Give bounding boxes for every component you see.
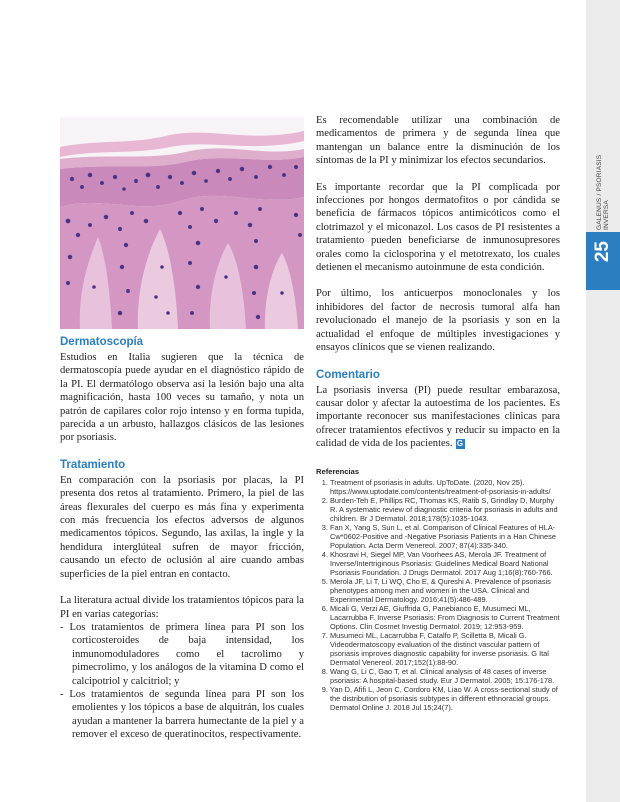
comentario-text bbox=[316, 384, 560, 451]
page-number: 25 bbox=[592, 241, 613, 263]
reference-item: 8. Wang G, Li C, Gao T, et al. Clinical analysis of 48 cases of inverse psoriasis: A hospital-based study. Eur J Dermatol. 2005; 15:176-178. bbox=[330, 667, 560, 685]
tratamiento-paragraph-1: En comparación con la psoriasis por placas, la PI presenta dos retos al tratamiento. Primero, la piel de las áreas flexurales del cuerpo es más fina y experimenta con más frecuencia los efectos adversos de algunos medicamentos tópicos. Segundo, las axilas, la ingle y la hendidura interglúteal sufren de mayor fricción, causando un efecto de oclusión al aire cuando ambas superficies de la piel entran en contacto. bbox=[60, 474, 304, 580]
histology-figure bbox=[60, 117, 304, 329]
end-mark-icon: G bbox=[456, 439, 464, 449]
reference-item: 5. Merola JF, Li T, Li WQ, Cho E, & Qureshi A. Prevalence of psoriasis phenotypes among men and women in the USA. Clinical and Experimental Dermatology. 2016;41(5):486-489. bbox=[330, 577, 560, 604]
right-column bbox=[316, 114, 560, 712]
tratamiento-paragraph-2: La literatura actual divide los tratamientos tópicos para la PI en varias categorías: bbox=[60, 595, 304, 620]
right-paragraph-3: Por último, los anticuerpos monoclonales y los inhibidores del factor de necrosis tumoral alfa han revolucionado el manejo de la psoriasis y son en la actualidad el enfoque de múltiples investigaciones y ensayos clínicos que se vienen realizando. bbox=[316, 288, 560, 354]
reference-item: 2. Burden-Teh E, Phillips RC, Thomas KS, Ratib S, Grindlay D, Murphy R. A systematic review of diagnostic criteria for psoriasis in adults and children. Br J Dermatol. 2018;178(5):1035-1043. bbox=[330, 496, 560, 523]
reference-item: 6. Micali G, Verzi AE, Giuffrida G, Panebianco E, Musumeci ML, Lacarrubba F. Inverse Psoriasis: From Diagnosis to Current Treatment Options. Clin Cosmet Investig Dermatol. 2019; 12:953-959. bbox=[330, 604, 560, 631]
comentario-heading: Comentario bbox=[316, 368, 380, 381]
reference-item: 1. Treatment of psoriasis in adults. UpToDate. (2020, Nov 25). https://www.uptodate.com/contents/treatment-of-psoriasis-in-adults/ bbox=[330, 478, 560, 496]
sidebar-strip bbox=[586, 0, 620, 802]
tratamiento-heading: Tratamiento bbox=[60, 458, 126, 471]
comentario-body: La psoriasis inversa (PI) puede resultar embarazosa, causar dolor y afectar la autoestima de los pacientes. Es importante reconocer sus manifestaciones clínicas para ofrecer tratamientos efectivos y reducir su impacto en la calidad de vida de los pacientes. bbox=[316, 384, 560, 450]
list-item: - Los tratamientos de segunda línea para PI son los emolientes y los tópicos a base de alquitrán, los cuales ayudan a mantener la barrera humectante de la piel y a remover el exceso de queratinocitos, respectivamente. bbox=[60, 688, 304, 741]
references-list bbox=[316, 478, 560, 712]
histology-image bbox=[60, 117, 304, 329]
reference-item: 7. Musumeci ML, Lacarrubba F, Catalfo P, Scilletta B, Micali G. Videodermatoscopy evaluation of the distinct vascular pattern of psoriasis improves diagnostic capability for inverse psoriasis. G Ital Dermatol Venereol. 2017;152(1):88-90. bbox=[330, 631, 560, 667]
dermatoscopia-text: Estudios en Italia sugieren que la técnica de dermatoscopía puede ayudar en el diagnóstico rápido de la PI. El dermatólogo observa así la lesión bajo una alta magnificación, hasta 100 veces su tamaño, y nota un patrón de capilares color rojo intenso y en forma tupida, parecida a un arbusto, hallazgos clásicos de las lesiones por psoriasis. bbox=[60, 352, 304, 444]
dermatoscopia-heading: Dermatoscopía bbox=[60, 336, 144, 348]
reference-item: 4. Khosravi H, Siegel MP, Van Voorhees AS, Merola JF. Treatment of Inverse/Intertriginous Psoriasis: Guidelines Medical Board National Psoriasis Foundation. J Drugs Dermatol. 2017 Aug 1;16(8):760-766. bbox=[330, 550, 560, 577]
right-paragraph-1: Es recomendable utilizar una combinación de medicamentos de primera y de segunda línea que mantengan un balance entre la disminución de los síntomas de la PI y minimizar los efectos secundarios. bbox=[316, 115, 560, 167]
right-paragraph-2: Es importante recordar que la PI complicada por infecciones por hongos dermatofitos o por cándida se beneficia de fármacos tópicos antimicóticos como el clotrimazol y el miconazol. Los casos de PI resistentes a tratamiento pueden beneficiarse de inmunosupresores orales como la ciclosporina y el metotrexato, los cuales detienen el mecanismo autoinmune de esta condición. bbox=[316, 181, 560, 274]
list-item: - Los tratamientos de primera línea para PI son los corticosteroides de baja intensidad, los inmunomoduladores como el tacrolimo y pimecrolimo, y los análogos de la vitamina D como el calcipotriol y calcitriol; y bbox=[60, 621, 304, 687]
reference-item: 9. Yan D, Afifi L, Jeon C, Cordoro KM, Liao W. A cross-sectional study of the distribution of psoriasis subtypes in different ethnoracial groups. Dermatol Online J. 2018 Jul 15;24(7). bbox=[330, 685, 560, 712]
left-column bbox=[60, 336, 304, 742]
tratamiento-list bbox=[60, 621, 304, 742]
running-section-title: GALENUS / PSORIASIS INVERSA bbox=[596, 154, 610, 230]
reference-item: 3. Fan X, Yang S, Sun L, et al. Comparison of Clinical Features of HLA-Cw*0602-Positive and -Negative Psoriasis Patients in a Han Chinese Population. Acta Derm Venereol. 2007; 87(4):335-340. bbox=[330, 523, 560, 550]
referencias-heading: Referencias bbox=[316, 466, 360, 476]
